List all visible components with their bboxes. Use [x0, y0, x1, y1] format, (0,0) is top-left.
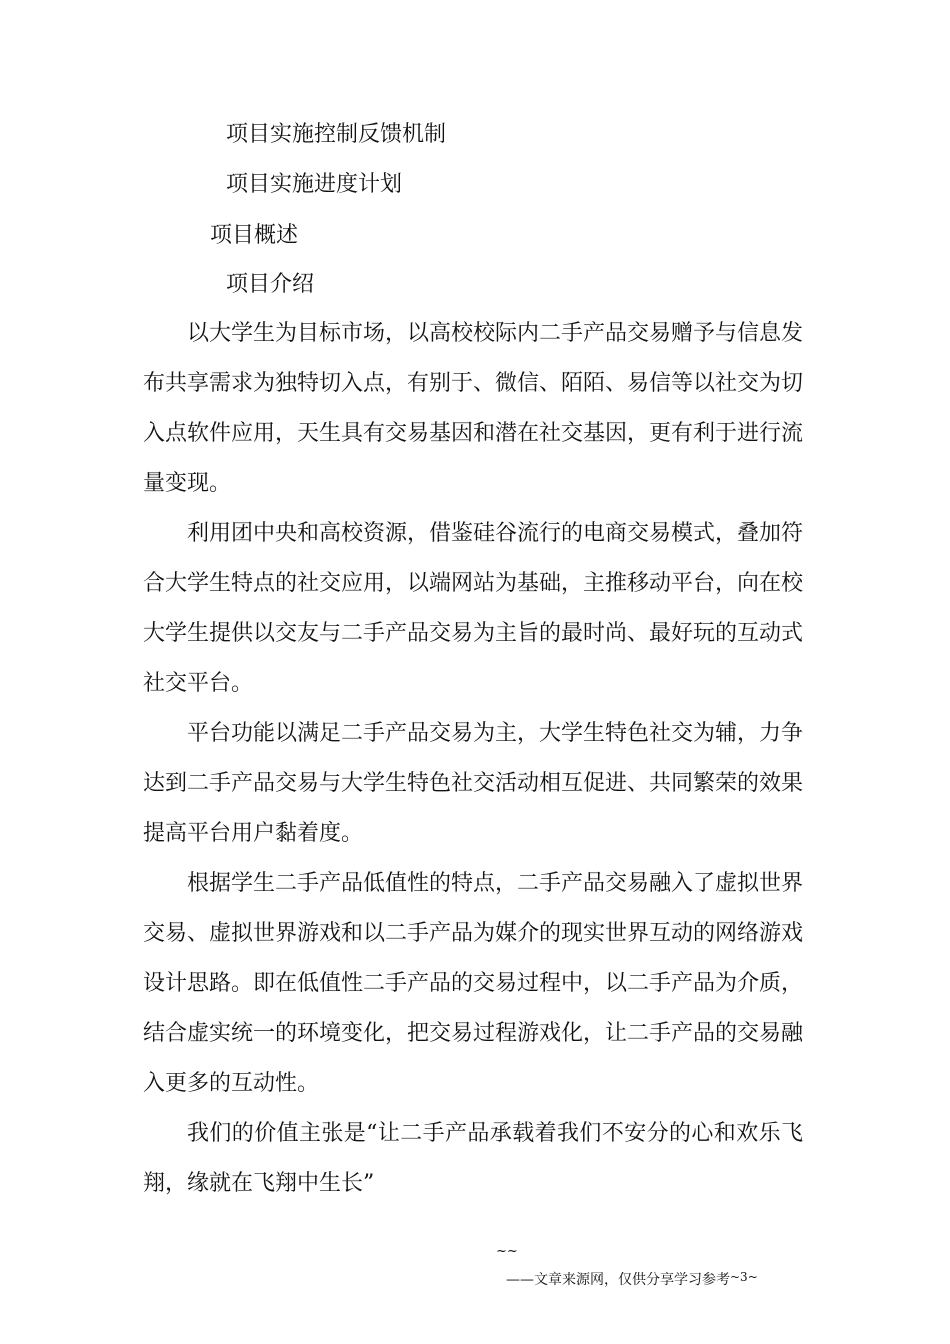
section-heading-overview: 项目概述: [210, 223, 299, 248]
toc-item-schedule-plan: 项目实施进度计划: [226, 172, 403, 197]
paragraph-game-design: 根据学生二手产品低值性的特点，二手产品交易融入了虚拟世界交易、虚拟世界游戏和以二手产品为媒介的现实世界互动的网络游戏设计思路。即在低值性二手产品的交易过程中，以二手产品为介质，结合虚实统一的环境变化，把交易过程游戏化，让二手产品的交易融入更多的互动性。: [143, 871, 804, 1096]
paragraph-resources-platform: 利用团中央和高校资源，借鉴硅谷流行的电商交易模式，叠加符合大学生特点的社交应用，以端网站为基础，主推移动平台，向在校大学生提供以交友与二手产品交易为主旨的最时尚、最好玩的互动式社交平台。: [143, 521, 804, 696]
footer-mark: ~~: [496, 1244, 518, 1259]
footer-source-text: ——文章来源网，仅供分享学习参考: [506, 1272, 730, 1288]
subsection-heading-introduction: 项目介绍: [226, 272, 315, 297]
toc-item-feedback-mechanism: 项目实施控制反馈机制: [226, 122, 447, 147]
paragraph-value-proposition: 我们的价值主张是“让二手产品承载着我们不安分的心和欢乐飞翔，缘就在飞翔中生长”: [143, 1121, 803, 1196]
paragraph-target-market: 以大学生为目标市场，以高校校际内二手产品交易赠予与信息发布共享需求为独特切入点，有别于、微信、陌陌、易信等以社交为切入点软件应用，天生具有交易基因和潜在社交基因，更有利于进行流量变现。: [143, 321, 804, 496]
footer-note: [506, 1268, 758, 1289]
page-number: ~3~: [730, 1270, 758, 1284]
paragraph-platform-functions: 平台功能以满足二手产品交易为主，大学生特色社交为辅，力争达到二手产品交易与大学生特色社交活动相互促进、共同繁荣的效果提高平台用户黏着度。: [143, 721, 804, 846]
